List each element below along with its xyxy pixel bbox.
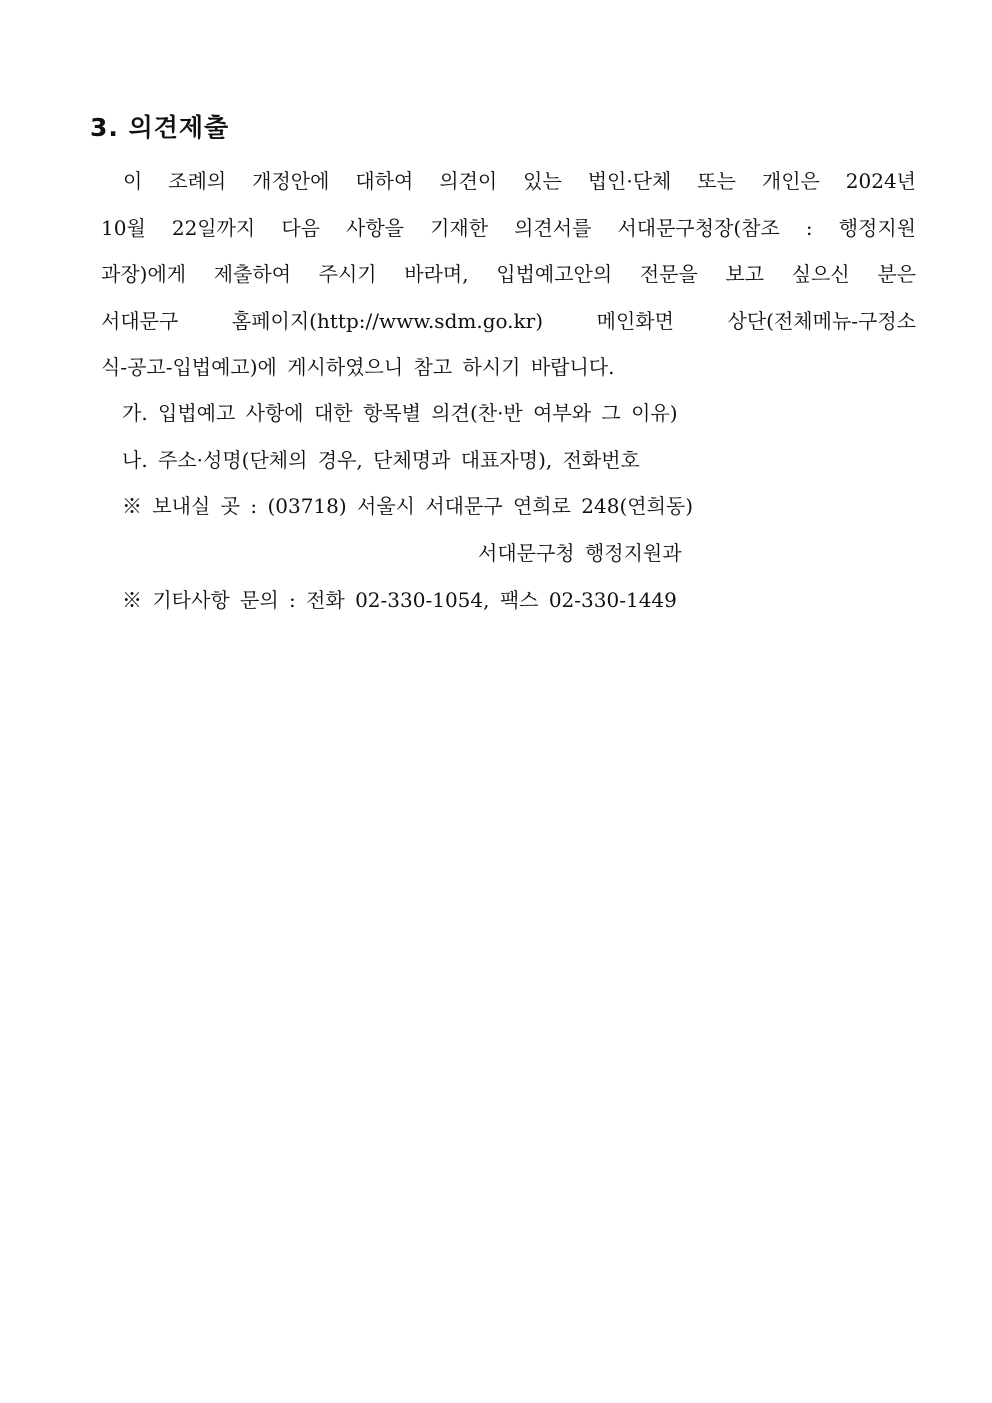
inquiry-contact: ※ 기타사항 문의 : 전화 02-330-1054, 팩스 02-330-1449 <box>122 588 677 612</box>
send-address: ※ 보내실 곳 : (03718) 서울시 서대문구 연희로 248(연희동) <box>122 494 694 518</box>
send-department: 서대문구청 행정지원과 <box>478 541 682 565</box>
section-heading: 3. 의견제출 <box>90 113 230 142</box>
item-opinion-by-section: 가. 입법예고 사항에 대한 항목별 의견(찬·반 여부와 그 이유) <box>122 401 678 425</box>
paragraph-line-3: 과장)에게 제출하여 주시기 바라며, 입법예고안의 전문을 보고 싶으신 분은 <box>101 262 916 286</box>
paragraph-line-1: 이 조례의 개정안에 대하여 의견이 있는 법인·단체 또는 개인은 2024년 <box>123 169 916 193</box>
item-contact-info: 나. 주소·성명(단체의 경우, 단체명과 대표자명), 전화번호 <box>122 448 640 472</box>
paragraph-line-4: 서대문구 홈페이지(http://www.sdm.go.kr) 메인화면 상단(전체메뉴-구정소 <box>101 308 916 333</box>
paragraph-line-2: 10월 22일까지 다음 사항을 기재한 의견서를 서대문구청장(참조 : 행정지원 <box>101 215 916 240</box>
paragraph-line-5: 식-공고-입법예고)에 게시하였으니 참고 하시기 바랍니다. <box>101 355 615 379</box>
opinion-paragraph <box>101 158 916 391</box>
